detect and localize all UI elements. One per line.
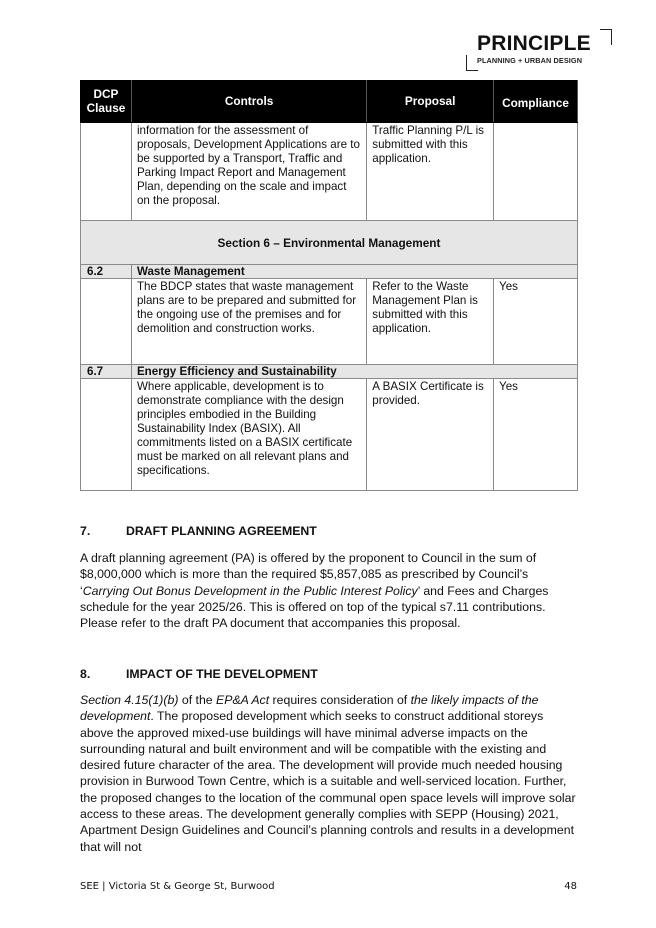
control-cell: information for the assessment of proposals, Development Applications are to be supported by a Transport, Traffic and Parking Impact Report and Management Plan, depending on the scale and impact on the proposal. bbox=[131, 123, 366, 221]
table-row bbox=[81, 123, 578, 221]
logo-tagline: PLANNING + URBAN DESIGN bbox=[477, 56, 583, 65]
page-number: 48 bbox=[564, 881, 577, 892]
clause-cell bbox=[81, 123, 132, 221]
col-header-dcp-clause: DCP Clause bbox=[81, 81, 132, 123]
subsection-title: Energy Efficiency and Sustainability bbox=[131, 365, 577, 379]
section-heading-8 bbox=[80, 667, 318, 681]
dcp-compliance-table bbox=[80, 80, 578, 491]
text-run: requires consideration of bbox=[269, 693, 411, 707]
footer-document-title: SEE | Victoria St & George St, Burwood bbox=[80, 881, 275, 892]
text-run: of the bbox=[178, 693, 217, 707]
col-header-controls: Controls bbox=[131, 81, 366, 123]
control-cell: The BDCP states that waste management plans are to be prepared and submitted for the ongoing use of the premises and for demolition and construction works. bbox=[131, 279, 366, 365]
text-run: . The proposed development which seeks to construct additional storeys above the approved mixed-use buildings will have minimal adverse impacts on the surrounding natural and built environment and will be compatible with the existing and desired future character of the area. The development will provide much needed housing provision in Burwood Town Centre, which is a suitable and well-serviced location. Further, the proposed changes to the location of the communal open space levels will improve solar access to these areas. The development generally complies with SEPP (Housing) 2021, Apartment Design Guidelines and Council’s planning controls and results in a development that will not bbox=[80, 709, 576, 854]
impact-of-development-paragraph bbox=[80, 692, 580, 855]
policy-title-italic: Carrying Out Bonus Development in the Public Interest Policy bbox=[82, 583, 418, 598]
logo-wordmark: PRINCIPLE bbox=[477, 32, 591, 55]
logo-bracket-top-right bbox=[600, 29, 612, 45]
text-run: A draft planning agreement (PA) is offered by the proponent to Council in the sum of $8,000,000 which is more than the required $5,857,085 as prescribed by Council’s ‘ bbox=[80, 551, 537, 598]
clause-cell bbox=[81, 279, 132, 365]
proposal-cell: Refer to the Waste Management Plan is submitted with this application. bbox=[367, 279, 494, 365]
section-number: 7. bbox=[80, 524, 91, 538]
compliance-cell: Yes bbox=[494, 379, 578, 491]
compliance-cell bbox=[494, 123, 578, 221]
text-italic: EP&A Act bbox=[216, 693, 270, 707]
clause-cell bbox=[81, 379, 132, 491]
section-title: IMPACT OF THE DEVELOPMENT bbox=[126, 667, 318, 681]
text-italic: the likely impacts of the development bbox=[80, 693, 539, 724]
proposal-cell: A BASIX Certificate is provided. bbox=[367, 379, 494, 491]
section-heading-7 bbox=[80, 524, 317, 538]
subsection-header-row bbox=[81, 365, 578, 379]
table-header-row bbox=[81, 81, 578, 123]
col-header-proposal: Proposal bbox=[367, 81, 494, 123]
text-run: ’ and Fees and Charges schedule for the year 2025/26. This is offered on top of the typical s7.11 contributions. Please refer to the draft PA document that accompanies this proposal. bbox=[80, 583, 549, 631]
compliance-cell: Yes bbox=[494, 279, 578, 365]
section-row bbox=[81, 221, 578, 265]
subsection-header-row bbox=[81, 265, 578, 279]
section-number: 8. bbox=[80, 667, 91, 681]
subsection-clause: 6.2 bbox=[81, 265, 132, 279]
section-title: DRAFT PLANNING AGREEMENT bbox=[126, 524, 317, 538]
text-italic: Section 4.15(1)(b) bbox=[80, 693, 179, 707]
subsection-title: Waste Management bbox=[131, 265, 577, 279]
table-row bbox=[81, 379, 578, 491]
control-cell: Where applicable, development is to demonstrate compliance with the design principles embodied in the Building Sustainability Index (BASIX). All commitments listed on a BASIX certificate must be marked on all relevant plans and specifications. bbox=[131, 379, 366, 491]
draft-planning-agreement-paragraph bbox=[80, 550, 580, 631]
section-title: Section 6 – Environmental Management bbox=[81, 221, 578, 265]
principle-logo bbox=[466, 28, 612, 72]
table-row bbox=[81, 279, 578, 365]
page-footer bbox=[80, 881, 577, 892]
col-header-compliance: Compliance bbox=[494, 81, 578, 123]
proposal-cell: Traffic Planning P/L is submitted with this application. bbox=[367, 123, 494, 221]
subsection-clause: 6.7 bbox=[81, 365, 132, 379]
